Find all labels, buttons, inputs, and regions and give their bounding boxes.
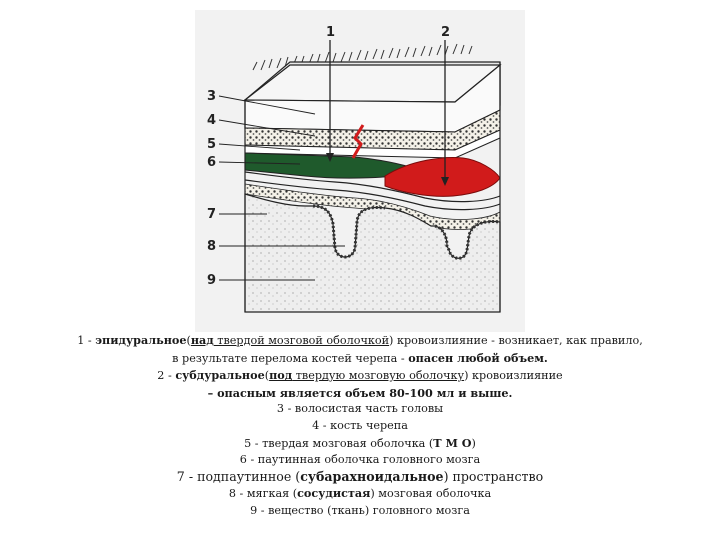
- caption-2-bold: опасен любой объем.: [408, 350, 548, 365]
- caption-1-rest: кровоизлияние - возникает, как правило,: [393, 334, 643, 347]
- caption-3-paren-open: (: [264, 369, 270, 383]
- caption-3-mid: твердую мозговую оболочку: [292, 369, 465, 383]
- caption-1-bold: эпидуральное: [95, 333, 187, 347]
- caption-9-text: 7 - подпаутинное (: [176, 468, 301, 484]
- caption-10-rest: ) мозговая оболочка: [370, 487, 492, 501]
- caption-line-6: 4 - кость черепа: [312, 418, 408, 432]
- caption-line-7: [40, 435, 680, 453]
- figure-caption: [40, 332, 680, 520]
- label-6: 6: [207, 155, 217, 170]
- label-4: 4: [207, 113, 217, 128]
- caption-10-text: 8 - мягкая (: [228, 487, 298, 501]
- caption-line-4: – опасным является объем 80-100 мл и выше.: [207, 385, 513, 400]
- caption-1-mid: твердой мозговой оболочкой: [213, 334, 390, 347]
- caption-3-number: 2 -: [157, 369, 176, 383]
- anatomy-figure: [195, 10, 525, 332]
- label-8: 8: [207, 239, 217, 254]
- caption-line-10: [40, 485, 680, 503]
- caption-7-bold: Т М О: [433, 435, 472, 450]
- caption-line-8: 6 - паутинная оболочка головного мозга: [239, 453, 481, 467]
- caption-line-1: [40, 332, 680, 350]
- caption-7-close: ): [471, 436, 476, 450]
- caption-7-text: 5 - твердая мозговая оболочка (: [244, 436, 434, 450]
- marker-2: 2: [441, 25, 451, 40]
- caption-line-9: [40, 469, 680, 486]
- caption-line-11: 9 - вещество (ткань) головного мозга: [250, 503, 470, 517]
- meninges-diagram: [195, 10, 525, 332]
- caption-2-text: в результате перелома костей черепа -: [172, 351, 409, 365]
- caption-3-bold: субдуральное: [175, 368, 265, 383]
- caption-1-paren-open: (: [186, 334, 191, 347]
- caption-3-under: под: [269, 368, 293, 383]
- caption-line-2: [40, 350, 680, 368]
- caption-9-rest: ) пространство: [443, 468, 544, 484]
- caption-1-over: над: [190, 333, 214, 347]
- caption-3-paren-close: ): [464, 369, 469, 383]
- caption-line-3: [40, 367, 680, 385]
- label-5: 5: [207, 137, 217, 152]
- caption-10-bold: сосудистая: [297, 486, 371, 501]
- caption-line-5: 3 - волосистая часть головы: [276, 402, 444, 416]
- marker-1: 1: [326, 25, 336, 40]
- caption-3-rest: кровоизлияние: [468, 369, 563, 383]
- label-9: 9: [207, 273, 217, 288]
- caption-9-bold: субарахноидальное: [300, 468, 444, 484]
- label-7: 7: [207, 207, 217, 222]
- caption-1-number: 1 -: [77, 334, 96, 347]
- label-3: 3: [207, 89, 217, 104]
- caption-1-paren-close: ): [389, 334, 394, 347]
